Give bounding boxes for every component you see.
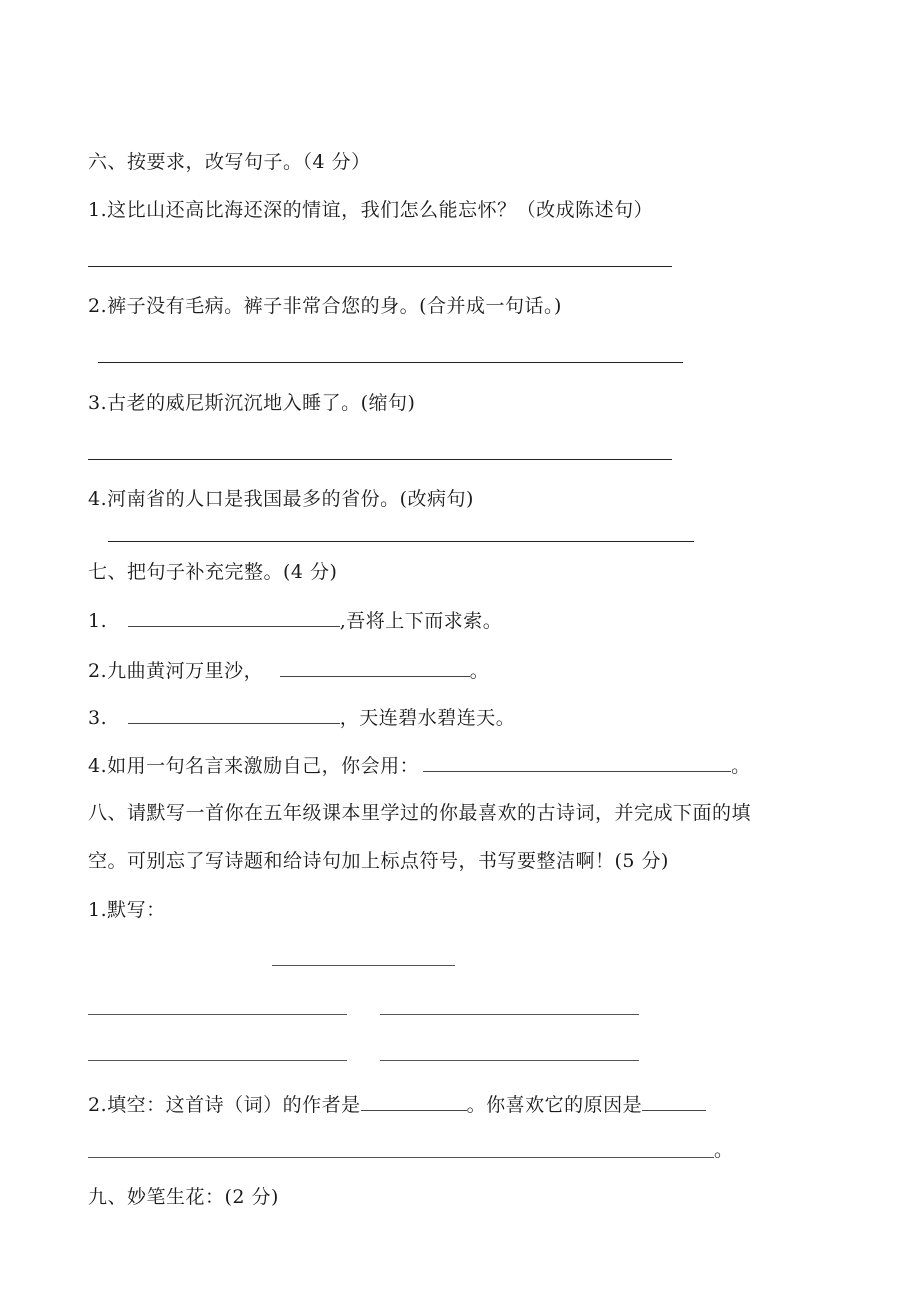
question-6-1: 1.这比山还高比海还深的情谊，我们怎么能忘怀？（改成陈述句） (88, 199, 654, 221)
section-8-title-line-2: 空。可别忘了写诗题和给诗句加上标点符号，书写要整洁啊！(5 分) (88, 850, 669, 872)
question-7-1-prefix: 1. (88, 610, 108, 632)
question-8-2 (88, 1092, 706, 1117)
poem-line-1-left[interactable] (88, 1014, 347, 1015)
answer-line-6-4[interactable] (108, 541, 694, 542)
section-6-title: 六、按要求，改写句子。（4 分） (88, 151, 371, 173)
answer-line-6-3[interactable] (88, 459, 672, 460)
question-6-2: 2.裤子没有毛病。裤子非常合您的身。(合并成一句话。) (88, 295, 562, 317)
poem-line-1-right[interactable] (380, 1014, 639, 1015)
question-7-1 (88, 608, 502, 633)
question-7-3-suffix: ，天连碧水碧连天。 (339, 707, 516, 729)
question-8-2-part-1: 2.填空：这首诗（词）的作者是 (88, 1094, 361, 1116)
question-7-3 (88, 705, 515, 730)
question-7-4-prefix: 4.如用一句名言来激励自己，你会用： (88, 755, 420, 777)
question-8-1: 1.默写： (88, 899, 166, 921)
section-9-title: 九、妙笔生花：(2 分) (88, 1186, 279, 1208)
question-8-2-end: 。 (714, 1139, 734, 1161)
reason-blank[interactable] (642, 1092, 706, 1111)
poem-line-2-left[interactable] (88, 1060, 347, 1061)
section-7-title: 七、把句子补充完整。(4 分) (88, 561, 338, 583)
question-7-2 (88, 658, 489, 683)
question-7-4 (88, 753, 751, 778)
author-blank[interactable] (361, 1092, 467, 1111)
question-6-3: 3.古老的威尼斯沉沉地入睡了。(缩句) (88, 392, 416, 414)
question-7-2-prefix: 2.九曲黄河万里沙， (88, 660, 264, 682)
poem-line-2-right[interactable] (380, 1060, 639, 1061)
question-8-2-part-2: 。你喜欢它的原因是 (466, 1094, 643, 1116)
reason-continuation-line[interactable] (88, 1157, 714, 1158)
answer-line-6-1[interactable] (88, 266, 672, 267)
question-7-3-prefix: 3. (88, 707, 108, 729)
question-6-4: 4.河南省的人口是我国最多的省份。(改病句) (88, 488, 474, 510)
question-7-4-suffix: 。 (731, 755, 751, 777)
answer-line-6-2[interactable] (98, 362, 683, 363)
fill-blank-7-3[interactable] (128, 705, 340, 724)
poem-title-line[interactable] (272, 965, 455, 966)
fill-blank-7-2[interactable] (280, 658, 470, 677)
question-7-1-suffix: ,吾将上下而求索。 (339, 610, 503, 632)
question-7-2-suffix: 。 (469, 660, 490, 682)
section-8-title-line-1: 八、请默写一首你在五年级课本里学过的你最喜欢的古诗词，并完成下面的填 (88, 802, 752, 824)
fill-blank-7-4[interactable] (423, 753, 731, 772)
fill-blank-7-1[interactable] (128, 608, 340, 627)
